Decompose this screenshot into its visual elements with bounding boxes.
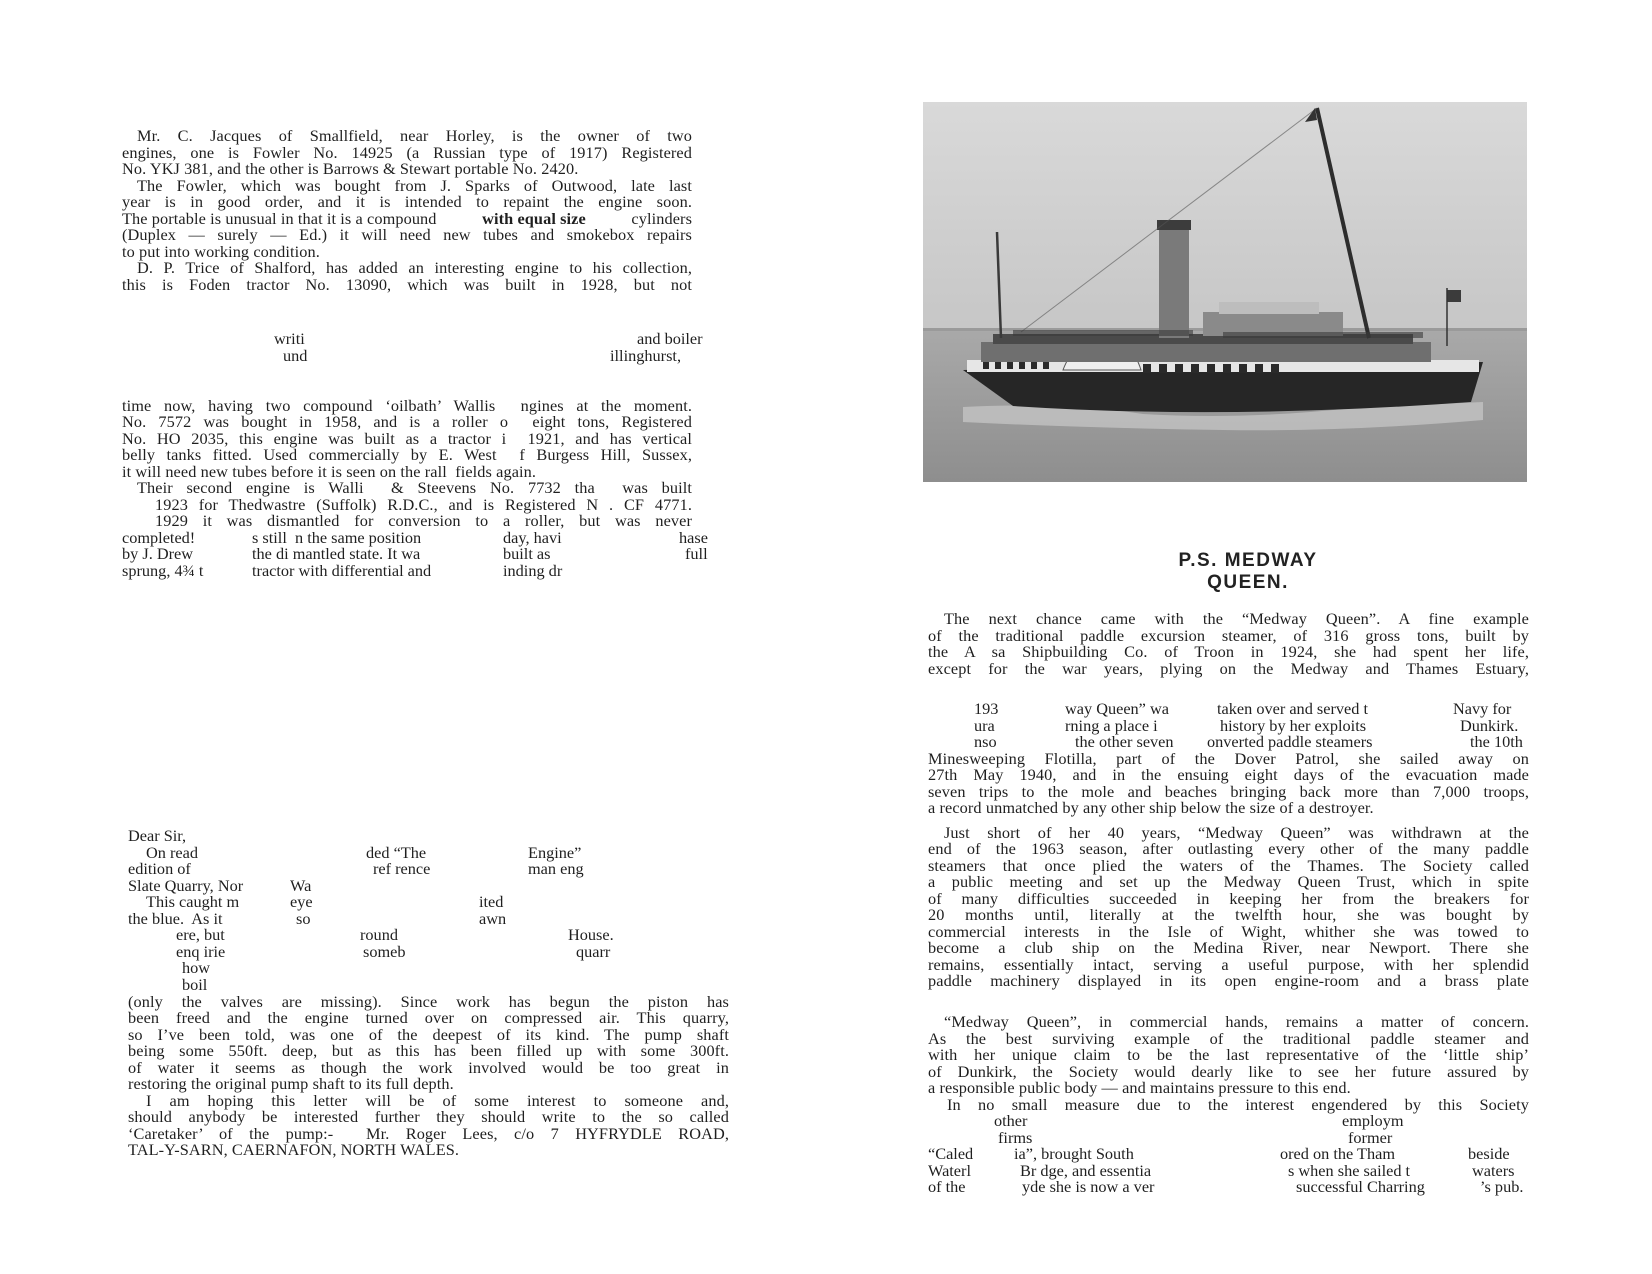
text-fragment: the other seven [1075, 732, 1174, 751]
text-line: this is Foden tractor No. 13090, which was built in 1928, but not [122, 275, 692, 294]
text-fragment: former [1348, 1128, 1393, 1147]
text-fragment: nso [974, 732, 997, 751]
text-fragment: writi [274, 329, 305, 348]
text-line: with her unique claim to be the last representative of the ‘little ship’ [928, 1045, 1529, 1064]
photo-caption: P.S. MEDWAY QUEEN. [1178, 550, 1318, 593]
text-line: Just short of her 40 years, “Medway Queen” was withdrawn at the [944, 823, 1529, 842]
ship-illustration [923, 102, 1527, 482]
text-fragment: successful Charring [1296, 1177, 1425, 1196]
text-line: restoring the original pump shaft to its full depth. [128, 1074, 454, 1093]
text-fragment: by J. Drew [122, 544, 193, 563]
text-line: been freed and the engine turned over on compressed air. This quarry, [128, 1008, 729, 1027]
text-line: should anybody be interested further they should write to the so called [128, 1107, 729, 1126]
text-fragment: Slate Quarry, Nor [128, 876, 244, 895]
text-line: 27th May 1940, and in the ensuing eight days of the evacuation made [928, 765, 1529, 784]
text-fragment: illinghurst, [610, 346, 682, 365]
text-fragment: firms [998, 1128, 1033, 1147]
text-line: The Fowler, which was bought from J. Sparks of Outwood, late last [137, 176, 692, 195]
text-fragment: how [182, 958, 211, 977]
text-fragment: Dunkirk. [1460, 716, 1519, 735]
text-fragment: rning a place i [1065, 716, 1158, 735]
text-fragment: so [296, 909, 311, 928]
text-line: TAL-Y-SARN, CAERNAFON, NORTH WALES. [128, 1140, 460, 1159]
text-fragment: und [283, 346, 308, 365]
text-line: ‘Caretaker’ of the pump:- Mr. Roger Lees, c/o 7 HYFRYDLE ROAD, [128, 1124, 729, 1143]
text-line: D. P. Trice of Shalford, has added an interesting engine to his collection, [137, 258, 692, 277]
text-line: it will need new tubes before it is seen on the rall fields again. [122, 462, 537, 481]
text-fragment: boil [182, 975, 208, 994]
text-fragment: round [360, 925, 398, 944]
text-fragment: s still n the same position [252, 528, 422, 547]
text-fragment: ref rence [373, 859, 431, 878]
text-fragment: other [994, 1111, 1028, 1130]
text-fragment: and boiler [637, 329, 703, 348]
text-fragment: taken over and served t [1217, 699, 1368, 718]
text-fragment: full [685, 544, 708, 563]
text-fragment: the di mantled state. It wa [252, 544, 421, 563]
text-fragment: ored on the Tham [1280, 1144, 1395, 1163]
text-line: a record unmatched by any other ship below the size of a destroyer. [928, 798, 1374, 817]
text-line: a public meeting and set up the Medway Queen Trust, which in spite [928, 872, 1529, 891]
text-line: 20 months until, literally at the twelfth hour, she was bought by [928, 905, 1529, 924]
text-line: In no small measure due to the interest engendered by this Society [947, 1095, 1529, 1114]
text-line: being some 550ft. deep, but as this has been filled up with some 300ft. [128, 1041, 729, 1060]
text-line: end of the 1963 season, after outlasting every other of the many paddle [928, 839, 1529, 858]
text-line: belly tanks fitted. Used commercially by E. West f Burgess Hill, Sussex, [122, 445, 692, 464]
text-line: of many difficulties succeeded in keeping her from the breakers for [928, 889, 1529, 908]
text-line: year is in good order, and it is intended to repaint the engine soon. [122, 192, 692, 211]
text-fragment: waters [1472, 1161, 1515, 1180]
text-fragment: history by her exploits [1220, 716, 1367, 735]
text-fragment: someb [363, 942, 406, 961]
text-fragment: day, havi [503, 528, 562, 547]
steamer-photo [923, 102, 1527, 593]
text-fragment: completed! [122, 528, 196, 547]
text-line: No. 7572 was bought in 1958, and is a roller o eight tons, Registered [122, 412, 692, 431]
text-fragment: This caught m [146, 892, 240, 911]
text-line: Their second engine is Walli & Steevens No. 7732 tha was built [137, 478, 692, 497]
text-fragment: ded “The [366, 843, 427, 862]
text-line: seven trips to the mole and beaches bringing back more than 7,000 troops, [928, 782, 1529, 801]
text-line: of the traditional paddle excursion steamer, of 316 gross tons, built by [928, 626, 1529, 645]
text-fragment: House. [568, 925, 614, 944]
text-fragment: Wa [290, 876, 312, 895]
text-fragment: Engine” [528, 843, 582, 862]
text-fragment: employm [1342, 1111, 1404, 1130]
text-line: Minesweeping Flotilla, part of the Dover Patrol, she sailed away on [928, 749, 1529, 768]
text-line: No. YKJ 381, and the other is Barrows & Stewart portable No. 2420. [122, 159, 579, 178]
text-line: (Duplex — surely — Ed.) it will need new tubes and smokebox repairs [122, 225, 692, 244]
text-fragment: edition of [128, 859, 191, 878]
text-line: 1923 for Thedwastre (Suffolk) R.D.C., and is Registered N . CF 4771. [155, 495, 692, 514]
text-segment: cylinders [627, 209, 692, 228]
text-fragment: ere, but [176, 925, 225, 944]
letter-salutation: Dear Sir, [128, 826, 187, 845]
text-fragment: On read [146, 843, 198, 862]
text-fragment: hase [679, 528, 708, 547]
text-fragment: ited [479, 892, 504, 911]
text-fragment: s when she sailed t [1288, 1161, 1411, 1180]
text-line: to put into working condition. [122, 242, 320, 261]
text-fragment: built as [503, 544, 551, 563]
text-segment: The portable is unusual in that it is a compound [122, 209, 441, 228]
text-line: commercial interests in the Isle of Wight, whither she was towed to [928, 922, 1529, 941]
text-line: engines, one is Fowler No. 14925 (a Russian type of 1917) Registered [122, 143, 692, 162]
text-fragment: enq irie [176, 942, 226, 961]
text-line: of Dunkirk, the Society would dearly like to see her future assured by [928, 1062, 1529, 1081]
text-fragment: man eng [528, 859, 584, 878]
text-fragment: sprung, 4¾ t [122, 561, 204, 580]
text-line: Mr. C. Jacques of Smallfield, near Horley, is the owner of two [137, 126, 692, 145]
text-fragment: Navy for [1453, 699, 1512, 718]
text-fragment: ura [974, 716, 995, 735]
text-fragment: way Queen” wa [1065, 699, 1169, 718]
text-line: so I’ve been told, was one of the deepest of its kind. The pump shaft [128, 1025, 729, 1044]
text-fragment: yde she is now a ver [1022, 1177, 1155, 1196]
text-fragment: beside [1468, 1144, 1510, 1163]
text-line: of water it seems as though the work involved would be too great in [128, 1058, 729, 1077]
right-page [826, 0, 1652, 1274]
text-fragment: Br dge, and essentia [1020, 1161, 1152, 1180]
text-line: 1929 it was dismantled for conversion to a roller, but was never [155, 511, 692, 530]
text-fragment: “Caled [928, 1144, 974, 1163]
text-line: the A sa Shipbuilding Co. of Troon in 1924, she had spent her life, [928, 642, 1529, 661]
text-line: (only the valves are missing). Since work has begun the piston has [128, 992, 729, 1011]
text-line: steamers that once plied the waters of the Thames. The Society called [928, 856, 1529, 875]
text-line: time now, having two compound ‘oilbath’ Wallis ngines at the moment. [122, 396, 692, 415]
text-line: No. HO 2035, this engine was built as a tractor i 1921, and has vertical [122, 429, 692, 448]
text-line: paddle machinery displayed in its open engine-room and a brass plate [928, 971, 1529, 990]
text-line: a responsible public body — and maintains pressure to this end. [928, 1078, 1351, 1097]
text-line: The next chance came with the “Medway Queen”. A fine example [944, 609, 1529, 628]
text-fragment: the 10th [1470, 732, 1523, 751]
text-fragment: the blue. As it [128, 909, 223, 928]
text-fragment: tractor with differential and [252, 561, 432, 580]
text-line: become a club ship on the Medina River, near Newport. There she [928, 938, 1529, 957]
text-fragment: 193 [974, 699, 999, 718]
text-fragment: Waterl [928, 1161, 971, 1180]
text-fragment: onverted paddle steamers [1207, 732, 1373, 751]
text-line: “Medway Queen”, in commercial hands, remains a matter of concern. [944, 1012, 1529, 1031]
text-line: remains, essentially intact, serving a useful purpose, with her splendid [928, 955, 1529, 974]
text-line: except for the war years, plying on the Medway and Thames Estuary, [928, 659, 1529, 678]
text-fragment: eye [290, 892, 313, 911]
text-line: As the best surviving example of the traditional paddle steamer and [928, 1029, 1529, 1048]
text-fragment: inding dr [503, 561, 563, 580]
text-line: I am hoping this letter will be of some interest to someone and, [146, 1091, 729, 1110]
text-fragment: awn [479, 909, 507, 928]
text-fragment: ’s pub. [1480, 1177, 1524, 1196]
text-fragment: ia”, brought South [1014, 1144, 1134, 1163]
bold-segment: with equal size [482, 209, 586, 228]
text-fragment: of the [928, 1177, 966, 1196]
text-fragment: quarr [576, 942, 611, 961]
